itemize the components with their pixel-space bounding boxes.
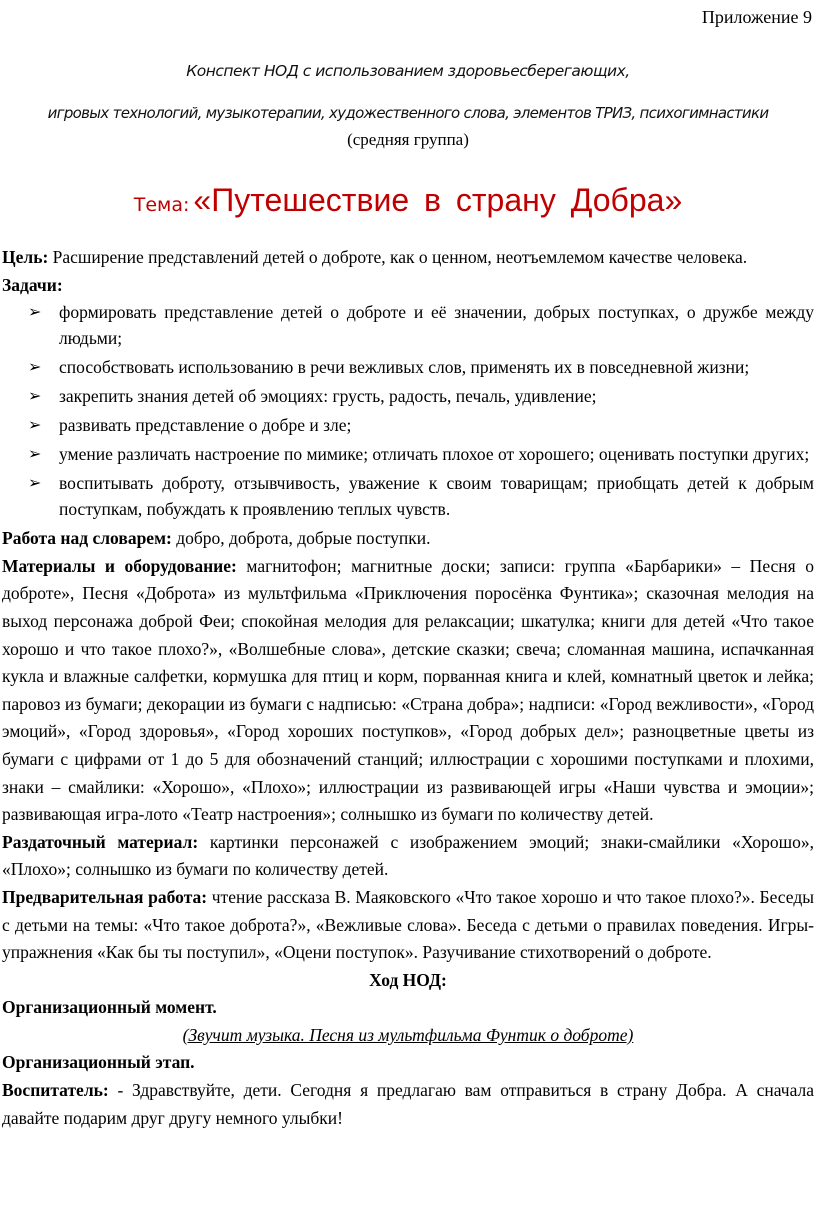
teacher-paragraph [2,1077,814,1132]
tasks-list [2,299,814,525]
appendix-number: Приложение 9 [701,7,812,27]
org-moment-heading: Организационный момент. [2,997,217,1018]
list-item: ➢ воспитывать доброту, отзывчивость, уважение к своим товарищам; приобщать детей к добрым поступкам, побуждать к проявлению теплых чувств. [2,470,814,525]
goal-label: Цель: [2,247,49,267]
tasks-label: Задачи: [2,274,63,295]
teacher-label: Воспитатель: [2,1080,109,1101]
vocabulary-paragraph [2,525,814,553]
list-item: ➢ способствовать использованию в речи вежливых слов, применять их в повседневной жизни; [2,354,814,383]
preliminary-label: Предварительная работа: [2,886,208,907]
topic-heading [0,182,816,219]
arrow-bullet-icon: ➢ [28,415,42,435]
teacher-text: - Здравствуйте, дети. Сегодня я предлагаю вам отправиться в страну Добра. А сначала давайте подарим друг другу немного улыбки! [2,1080,814,1128]
arrow-bullet-icon: ➢ [28,302,42,322]
course-title: Ход НОД: [369,969,447,990]
materials-text: магнитофон; магнитные доски; записи: группа «Барбарики» – Песня о доброте», Песня «Доброта» из мультфильма «Приключения поросёнка Фунтика»; сказочная мелодия на выход персонажа доброй Феи; спокойная мелодия для релаксации; шкатулка; книги для детей «Что такое хорошо и что такое плохо?», «Волшебные слова», детские сказки; свеча; сломанная машина, испачканная кукла и влажные салфетки, кормушка для птиц и корм, порванная книга и клей, комнатный цветок и лейка; паровоз из бумаги; декорации из бумаги с надписью: «Страна добра»; надписи: «Город вежливости», «Город эмоций», «Город здоровья», «Город хороших поступков», «Город добрых дел»; разноцветные цветы из бумаги с цифрами от 1 до 5 для обозначений станций; иллюстрации с хорошими поступками и плохими, знаки – смайлики: «Хорошо», «Плохо»; иллюстрации из развивающей игры «Наши чувства и эмоции»; развивающая игра-лото «Театр настроения»; солнышко из бумаги по количеству детей. [2,555,814,825]
arrow-bullet-icon: ➢ [28,473,42,493]
tasks-heading [2,272,814,300]
vocabulary-text: добро, доброта, добрые поступки. [171,528,431,549]
org-stage-heading: Организационный этап. [2,1052,195,1073]
goal-text: Расширение представлений детей о доброте, как о ценном, неотъемлемом качестве человека. [48,247,748,267]
subtitle-line-1: Конспект НОД с использованием здоровьесберегающих, [186,62,630,80]
preliminary-paragraph [2,884,814,967]
arrow-bullet-icon: ➢ [28,386,42,406]
goal-paragraph [2,244,814,272]
preliminary-text: чтение рассказа В. Маяковского «Что такое хорошо и что такое плохо?». Беседы с детьми на темы: «Что такое доброта?», «Вежливые слова». Беседа с детьми о правилах поведения. Игры-упражнения «Как бы ты поступил», «Оцени поступок». Разучивание стихотворений о доброте. [2,886,814,963]
subtitle-line-2: игровых технологий, музыкотерапии, художественного слова, элементов ТРИЗ, психогимнастики [47,104,769,122]
arrow-bullet-icon: ➢ [28,444,42,464]
topic-label: Тема: [133,194,190,216]
topic-title: «Путешествие в страну Добра» [193,182,683,218]
vocabulary-label: Работа над словарем: [2,528,172,549]
arrow-bullet-icon: ➢ [28,357,42,377]
materials-label: Материалы и оборудование: [2,555,237,576]
handout-paragraph [2,829,814,884]
handout-label: Раздаточный материал: [2,831,199,852]
materials-paragraph [2,553,814,829]
handout-text: картинки персонажей с изображением эмоций; знаки-смайлики «Хорошо», «Плохо»; солнышко из бумаги по количеству детей. [2,831,814,880]
music-note: (Звучит музыка. Песня из мультфильма Фунтик о доброте) [182,1024,634,1045]
list-item: ➢ развивать представление о добре и зле; [2,412,814,441]
list-item: ➢ умение различать настроение по мимике; отличать плохое от хорошего; оценивать поступки других; [2,441,814,470]
group-label: (средняя группа) [347,130,469,149]
document-body [2,244,814,1132]
list-item: ➢ формировать представление детей о доброте и её значении, добрых поступках, о дружбе между людьми; [2,299,814,354]
list-item: ➢ закрепить знания детей об эмоциях: грусть, радость, печаль, удивление; [2,383,814,412]
